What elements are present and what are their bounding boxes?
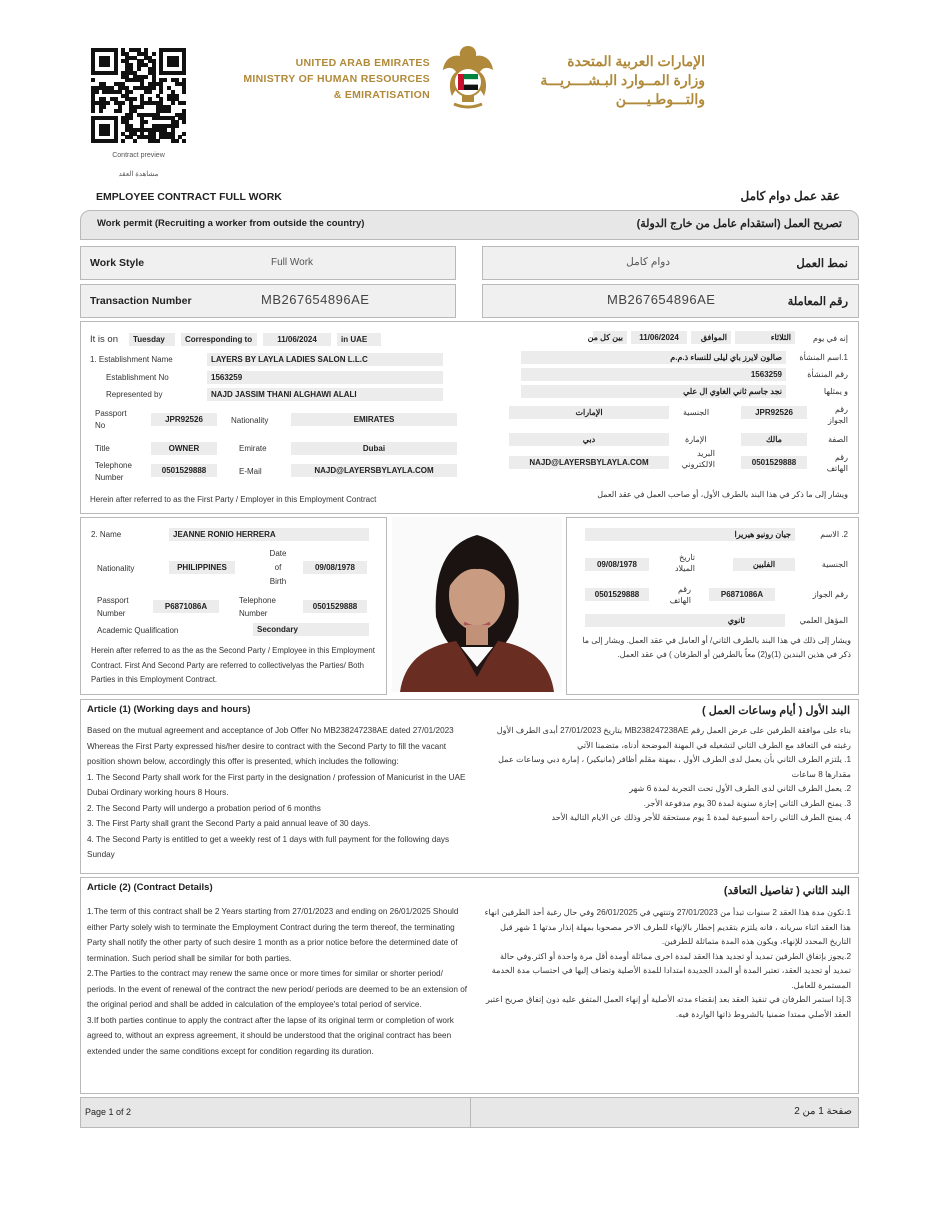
qr-module: [106, 101, 110, 105]
qr-module: [182, 120, 186, 124]
article-1-title-ar: البند الأول ( أيام وساعات العمل ): [702, 705, 850, 717]
qr-module: [182, 139, 186, 143]
ar-est-name-value: صالون لايرز باي ليلى للنساء ذ.م.م: [521, 351, 786, 364]
contract-title-ar: عقد عمل دوام كامل: [740, 189, 840, 203]
email-value: NAJD@LAYERSBYLAYLA.COM: [291, 464, 457, 477]
qr-module: [148, 90, 152, 94]
transaction-en-box: [80, 284, 456, 318]
qr-caption-en: Contract preview: [112, 152, 165, 159]
qr-module: [156, 139, 160, 143]
work-style-en-box: [80, 246, 456, 280]
employee-photo: [392, 517, 562, 692]
qr-module: [114, 139, 118, 143]
ministry-name-ar: الإمارات العربية المتحدة وزارة المــوارد البـشــــريـــة والتـــوطـيـــــن: [540, 53, 705, 107]
qr-caption-ar: مشاهدة العقد: [118, 171, 159, 178]
emirate-value: Dubai: [291, 442, 457, 455]
qr-module: [129, 116, 133, 120]
work-permit-bar: [80, 210, 859, 240]
ministry-name-en: UNITED ARAB EMIRATES MINISTRY OF HUMAN RESOURCES & EMIRATISATION: [243, 57, 430, 101]
article-2-title-en: Article (2) (Contract Details): [87, 882, 213, 893]
represented-label: Represented by: [106, 390, 163, 399]
second-party-en-section: [80, 517, 387, 695]
article-2-body-ar: 1.تكون مدة هذا العقد 2 سنوات تبدأ من 27/01/2023 وتنتهي في 26/01/2025 وفي حال رغبة أحد الطرفين انهاء هذا العقد اثناء سريانه ، فانه يلتزم بتقديم إخطار بالإنهاء للطرف الاخر مصحوبا بمهلة إنذار مدتها 1 شهر قبل التاريخ المحدد للإنهاء، ويكون هذه المدة متماثلة للطرفين. 2.يجوز بإتفاق الطرفين تمديد أو تجديد هذا العقد لمدة اخرى مماثلة أومدة أقل مرة واحدة أو اكثر.وفي حالة تمديد أو تجديد العقد، تعتبر المدة أو المدد الجديدة امتدادا للمدة الأصلية وتضاف إليها في احتساب مدة الخدمة المستمرة للعامل. 3.إذا استمر الطرفان في تنفيذ العقد بعد إنقضاء مدته الأصلية أو إنهاء العمل المتفق عليه دون إتفاق صريح اعتبر العقد الأصلي ممتدا ضمنيا بالشروط ذاتها الواردة فيه.: [484, 908, 851, 1019]
ar-passport-value: JPR92526: [741, 406, 807, 419]
page-footer: [80, 1097, 859, 1128]
passport2-value: P6871086A: [153, 600, 219, 613]
first-party-note-en: Herein after referred to as the First Party / Employer in this Employment Contract: [90, 495, 377, 504]
uae-emblem: [440, 42, 496, 112]
contract-date: 11/06/2024: [263, 333, 331, 346]
qr-module: [102, 105, 106, 109]
ar-in: بين كل من: [593, 331, 627, 344]
ar-phone2-value: 0501529888: [585, 588, 649, 601]
first-party-section: [80, 321, 859, 514]
represented-value: NAJD JASSIM THANI ALGHAWI ALALI: [207, 388, 443, 401]
qr-module: [167, 109, 171, 113]
qr-module: [182, 132, 186, 136]
qr-module: [137, 67, 141, 71]
ar-date: 11/06/2024: [631, 331, 687, 344]
ar-passport2-label: رقم الجواز: [812, 590, 848, 599]
transaction-ar-box: [482, 284, 859, 318]
passport2-label: Passport Number: [97, 596, 129, 618]
work-style-value-ar: دوام كامل: [626, 256, 670, 268]
ar-qualification-label: المؤهل العلمي: [799, 616, 848, 625]
ar-nationality2-value: الفلبين: [733, 558, 795, 571]
ar-intro: إنه في يوم: [813, 334, 848, 343]
second-party-ar-section: [566, 517, 859, 695]
footer-divider: [470, 1098, 471, 1127]
ar-qualification-value: ثانوي: [585, 614, 785, 627]
qr-module: [182, 71, 186, 75]
contract-title-en: EMPLOYEE CONTRACT FULL WORK: [96, 191, 282, 203]
second-party-note-ar: ويشار إلى ذلك في هذا البند بالطرف الثاني/ أو العامل في عقد العمل. ويشار إلى ما ذكر في هذين البندين (1)و(2) معاً بالطرفين أو الطرفان ) في عقد العمل.: [582, 636, 851, 659]
nationality2-label: Nationality: [97, 564, 135, 573]
ar-email-label: البريد الالكتروني: [681, 449, 715, 469]
ar-dob-label: تاريخ الميلاد: [674, 553, 695, 573]
qr-module: [182, 101, 186, 105]
work-style-ar-box: [482, 246, 859, 280]
telephone-label: Telephone Number: [95, 461, 132, 482]
ar-nationality2-label: الجنسية: [821, 560, 848, 569]
page-number-en: Page 1 of 2: [85, 1107, 132, 1117]
qualification-value: Secondary: [253, 623, 369, 636]
dob-label: Date of Birth: [269, 549, 287, 586]
ar-email-value: NAJD@LAYERSBYLAYLA.COM: [509, 456, 669, 469]
nationality-value: EMIRATES: [291, 413, 457, 426]
ar-phone2-label: رقم الهاتف: [669, 585, 691, 605]
ar-est-no-value: 1563259: [521, 368, 786, 381]
article-2-body-en: 1.The term of this contract shall be 2 Years starting from 27/01/2023 and ending on 26/01/2025 Should either Party solely wish to terminate the Employment Contract during the term thereof, the terminating Party shall notify the other party of such desire 1 month as a prior notice before the determined date of termination. Such period shall be similar for both parties. 2.The Parties to the contract may renew the same once or more times for similar or shorter period/ periods. In the event of renewal of the contract the new period/ periods are deemed to be an extension of the original period and shall be added in calculation of the employee's total period of service. 3.If both parties continue to apply the contract after the lapse of its original term or completion of work agreed to, without an express agreement, it should be understood that the original contract has been extended under the same conditions except for condition regarding its duration.: [87, 907, 468, 1056]
nationality2-value: PHILIPPINES: [169, 561, 235, 574]
qr-module: [152, 86, 156, 90]
ar-name-label: 2. الاسم: [820, 530, 848, 539]
ar-rep-label: و يمثلها: [823, 387, 848, 396]
ar-passport-label: رقم الجواز: [827, 405, 848, 425]
title-value: OWNER: [151, 442, 217, 455]
est-no-value: 1563259: [207, 371, 443, 384]
qr-module: [175, 63, 179, 67]
it-is-on-label: It is on: [90, 334, 118, 345]
article-2-section: [80, 877, 859, 1094]
qr-module: [144, 120, 148, 124]
contract-day: Tuesday: [129, 333, 175, 346]
transaction-number-ar: MB267654896AE: [607, 292, 716, 307]
qr-module: [118, 109, 122, 113]
article-1-title-en: Article (1) (Working days and hours): [87, 704, 251, 715]
qr-module: [114, 71, 118, 75]
work-style-label-en: Work Style: [90, 257, 145, 269]
ar-day: الثلاثاء: [735, 331, 795, 344]
second-party-note-en: Herein after referred to as the as the Second Party / Employee in this Employment Contract. First And Second Party are referred to collectivelyas the Parties/ Both Parties in this Employment Contract.: [91, 646, 375, 684]
ar-corresponding: الموافق: [691, 331, 731, 344]
title-label: Title: [95, 444, 110, 453]
qr-module: [144, 75, 148, 79]
passport-label: Passport No: [95, 409, 127, 430]
telephone-value: 0501529888: [151, 464, 217, 477]
telephone2-label: Telephone Number: [239, 596, 276, 618]
transaction-number-en: MB267654896AE: [261, 292, 370, 307]
qr-module: [152, 52, 156, 56]
ar-est-no-label: رقم المنشأة: [807, 370, 848, 379]
telephone2-value: 0501529888: [303, 600, 367, 613]
passport-value: JPR92526: [151, 413, 217, 426]
ar-title-value: مالك: [741, 433, 807, 446]
name-label: 2. Name: [91, 530, 122, 539]
article-1-body-ar: بناء على موافقة الطرفين على عرض العمل رقم MB238247238AE بتاريخ 27/01/2023 أبدى الطرف الأول رغبته في التعاقد مع الطرف الثاني لتشغيله في المهنة الموضحة أدناه، متضمنا الآتي 1. يلتزم الطرف الثاني بأن يعمل لدى الطرف الأول ، بمهنة مقلم أظافر (مانيكير) ، إمارة دبي وساعات عمل مقدارها 8 ساعات 2. يعمل الطرف الثاني لدى الطرف الأول تحت التجربة لمدة 6 شهر 3. يمنح الطرف الثاني إجازة سنوية لمدة 30 يوم مدفوعة الأجر. 4. يمنح الطرف الثاني راحة أسبوعية لمدة 1 يوم مستحقة للأجر وذلك عن الايام التالية الأحد: [496, 726, 851, 822]
est-no-label: Establishment No: [106, 373, 169, 382]
work-style-value-en: Full Work: [271, 257, 314, 268]
name-value: JEANNE RONIO HERRERA: [169, 528, 369, 541]
emirate-label: Emirate: [239, 444, 267, 453]
permit-title-ar: تصريح العمل (استقدام عامل من خارج الدولة): [636, 218, 842, 230]
qr-module: [106, 63, 110, 67]
article-1-body-en: Based on the mutual agreement and acceptance of Job Offer No MB238247238AE dated 27/01/2023 Whereas the First Party expressed his/her desire to contract with the Second Party to fill the vacant position shown below, accordingly this offer is presented, which includes the following: 1. The Second Party shall work for the First party in the designation / profession of Manicurist in the UAE Dubai Ordinary working hours 8 Hours. 2. The Second Party will undergo a probation period of 6 months 3. The First Party shall grant the Second Party a paid annual leave of 30 days. 4. The Second Party is entitled to get a weekly rest of 1 days with full payment for the following days Sunday: [87, 726, 466, 859]
ar-emirate-value: دبي: [509, 433, 669, 446]
qr-module: [121, 101, 125, 105]
ar-nationality-label: الجنسية: [683, 408, 710, 417]
ar-est-name-label: 1.اسم المنشأة: [799, 353, 848, 362]
corresponding-label: Corresponding to: [181, 333, 257, 346]
ar-passport2-value: P6871086A: [709, 588, 775, 601]
qr-module: [159, 90, 163, 94]
qr-module: [91, 109, 95, 113]
qr-module: [133, 97, 137, 101]
qr-module: [95, 90, 99, 94]
page-number-ar: صفحة 1 من 2: [794, 1106, 852, 1117]
article-1-section: [80, 699, 859, 874]
qualification-label: Academic Qualification: [97, 626, 179, 635]
ar-phone-value: 0501529888: [741, 456, 807, 469]
permit-title-en: Work permit (Recruiting a worker from outside the country): [97, 218, 365, 229]
transaction-label-ar: رقم المعاملة: [787, 296, 848, 308]
dob-value: 09/08/1978: [303, 561, 367, 574]
email-label: E-Mail: [239, 467, 262, 476]
qr-module: [106, 132, 110, 136]
qr-module: [140, 105, 144, 109]
ar-phone-label: رقم الهاتف: [826, 453, 848, 473]
ar-emirate-label: الإمارة: [685, 435, 707, 444]
transaction-label-en: Transaction Number: [90, 295, 192, 307]
qr-code: [91, 48, 186, 143]
ar-nationality-value: الإمارات: [509, 406, 669, 419]
work-style-label-ar: نمط العمل: [796, 258, 848, 270]
qr-module: [133, 139, 137, 143]
est-name-label: 1. Establishment Name: [90, 355, 173, 364]
nationality-label: Nationality: [231, 416, 269, 425]
qr-module: [99, 109, 103, 113]
ar-dob-value: 09/08/1978: [585, 558, 649, 571]
ar-name-value: جيان رونيو هيريرا: [585, 528, 795, 541]
first-party-note-ar: ويشار إلى ما ذكر في هذا البند بالطرف الأول، أو صاحب العمل في عقد العمل: [597, 490, 848, 499]
qr-module: [163, 78, 167, 82]
ar-rep-value: نجد جاسم ثاني الغاوي ال علي: [521, 385, 786, 398]
est-name-value: LAYERS BY LAYLA LADIES SALON L.L.C: [207, 353, 443, 366]
qr-module: [121, 139, 125, 143]
qr-module: [182, 90, 186, 94]
qr-module: [171, 101, 175, 105]
qr-module: [91, 78, 95, 82]
qr-module: [175, 124, 179, 128]
ar-title-label: الصفة: [828, 435, 848, 444]
qr-module: [175, 139, 179, 143]
qr-module: [129, 90, 133, 94]
in-uae-label: in UAE: [337, 333, 381, 346]
article-2-title-ar: البند الثاني ( تفاصيل التعاقد): [723, 885, 850, 897]
